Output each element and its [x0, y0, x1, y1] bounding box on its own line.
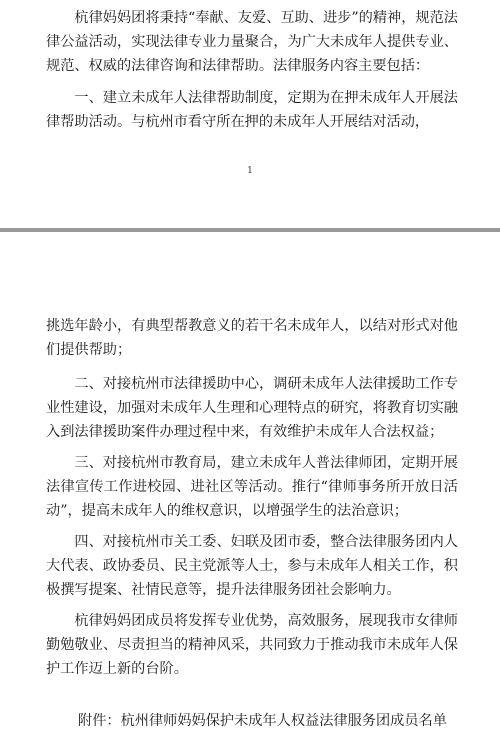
item-4-paragraph: 四、对接杭州市关工委、妇联及团市委，整合法律服务团内人大代表、政协委员、民主党派等人士，参与未成年人相关工作，积极撰写提案、社情民意等，提升法律服务团社会影响力。 — [46, 534, 458, 598]
page-number: 1 — [247, 166, 253, 176]
closing-paragraph: 杭律妈妈团成员将发挥专业优势，高效服务，展现我市女律师勤勉敬业、尽责担当的精神风采，共同致力于推动我市未成年人保护工作迈上新的台阶。 — [46, 613, 458, 677]
document-page-1 — [0, 0, 500, 228]
item-2-paragraph: 二、对接杭州市法律援助中心，调研未成年人法律援助工作专业性建设，加强对未成年人生理和心理特点的研究，将教育切实融入到法律援助案件办理过程中来，有效维护未成年人合法权益； — [46, 376, 458, 440]
item-1-paragraph-start: 一、建立未成年人法律帮助制度，定期为在押未成年人开展法律帮助活动。与杭州市看守所在押的未成年人开展结对活动， — [46, 90, 458, 130]
attachment-line: 附件：杭州律师妈妈保护未成年人权益法律服务团成员名单 — [78, 713, 447, 729]
item-3-paragraph: 三、对接杭州市教育局，建立未成年人普法律师团，定期开展法律宣传工作进校园、进社区等活动。推行“律师事务所开放日活动”，提高未成年人的维权意识，以增强学生的法治意识； — [46, 455, 458, 519]
intro-paragraph: 杭律妈妈团将秉持“奉献、友爱、互助、进步”的精神，规范法律公益活动，实现法律专业力量聚合，为广大未成年人提供专业、规范、权威的法律咨询和法律帮助。法律服务内容主要包括： — [46, 10, 458, 74]
document-page-2 — [0, 232, 500, 742]
item-1-paragraph-continued: 挑选年龄小，有典型帮教意义的若干名未成年人，以结对形式对他们提供帮助； — [46, 318, 458, 358]
